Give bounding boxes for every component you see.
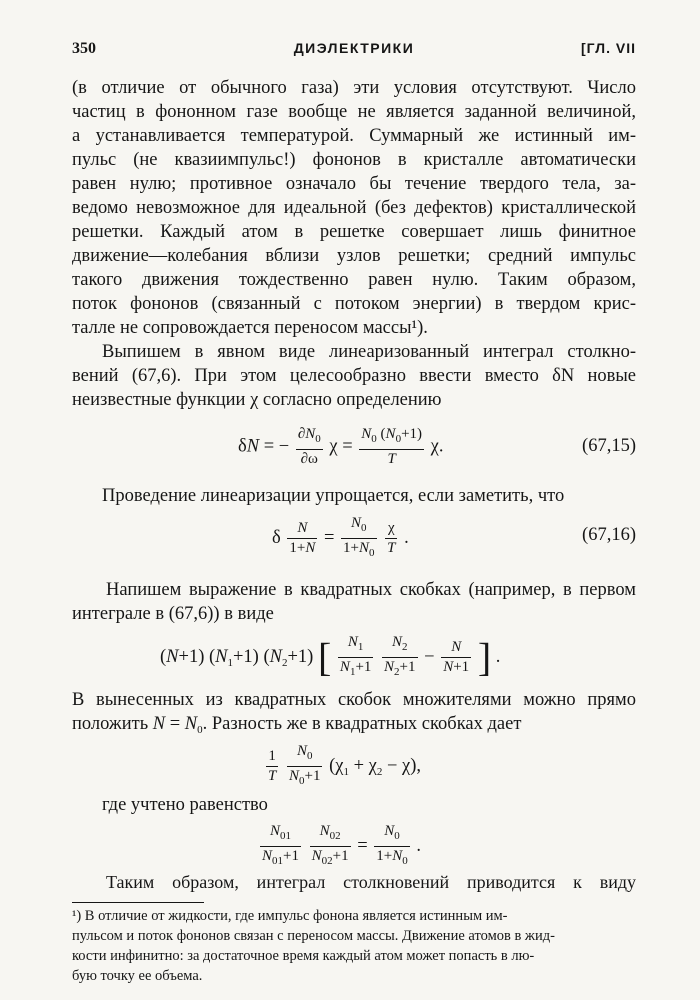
footnote-line: пульсом и поток фононов связан с переносом массы. Движение атомов в жид- [72, 928, 555, 944]
bracket-expression: (N+1) $(N_1+1)$ $(N_2+1)$ [ $\frac{N_1}{N_1+1}$ $\frac{N_2}{N_2+1}$ − $\frac{N}{N+1}$ ] . [160, 634, 501, 680]
text-line: где учтено равенство [102, 795, 268, 815]
chapter-label: [ГЛ. VII [581, 40, 636, 56]
equation-number: (67,16) [582, 525, 636, 545]
text-fragment: положить [72, 714, 149, 734]
text-line: неизвестные функции χ согласно определению [72, 390, 442, 410]
text-line: вений (67,6). При этом целесообразно ввести вместо δN новые [72, 366, 636, 386]
text-line: движение—колебания вблизи узлов решетки; средний импульс [72, 246, 636, 266]
text-line: решетки. Каждый атом в решетке совершает лишь финитное [72, 222, 636, 242]
text-line: Проведение линеаризации упрощается, если заметить, что [102, 486, 565, 506]
text-line: положить $N = N_0$. Разность же в квадратных скобках дает [72, 714, 522, 736]
equation-number: (67,15) [582, 436, 636, 456]
text-line: Таким образом, интеграл столкновений приводится к виду [106, 872, 636, 892]
page-header [72, 38, 636, 62]
text-line: Напишем выражение в квадратных скобках (например, в первом [106, 580, 636, 600]
running-title: ДИЭЛЕКТРИКИ [293, 40, 415, 56]
text-line: интеграле в (67,6)) в виде [72, 604, 274, 624]
text-line: пульс (не квазиимпульс!) фононов в кристалле автоматически [72, 150, 636, 170]
text-line: такого движения тождественно равен нулю. Таким образом, [72, 270, 636, 290]
difference-expression: $\frac{1}{T}$ $\frac{N_0}{N_0+1}$ $(\chi_1 + \chi_2 - \chi)$, [268, 743, 422, 787]
footnote-line: ¹) В отличие от жидкости, где импульс фонона является истинным им- [72, 908, 508, 924]
text-line: равен нулю; противное означало бы течение твердого тела, за- [72, 174, 636, 194]
text-line: а устанавливается температурой. Суммарный же истинный им- [72, 126, 636, 146]
text-line: (в отличие от обычного газа) эти условия отсутствуют. Число [72, 78, 636, 98]
text-line: талле не сопровождается переносом массы¹). [72, 318, 428, 338]
footnote-rule [72, 902, 204, 903]
text-line: В вынесенных из квадратных скобок множителями можно прямо [72, 690, 636, 710]
page-number: 350 [72, 40, 96, 57]
equality-expression: $\frac{N_{01}}{N_{01}+1}$ $\frac{N_{02}}{N_{02}+1}$ = $\frac{N_0}{1+N_0}$ . [262, 823, 422, 867]
text-line: Выпишем в явном виде линеаризованный интеграл столкно- [102, 342, 636, 362]
text-line: поток фононов (связанный с потоком энергии) в твердом крис- [72, 294, 636, 314]
equation-67-16: δ $\frac{N}{1+N}$ = $\frac{N_0}{1+N_0}$ $\frac{\chi}{T}$ . [272, 515, 409, 559]
equation-67-15: δN = − $\frac{\partial N_0}{\partial\omega}$ χ = $\frac{N_0 (N_0+1)}{T}$ χ. [238, 426, 444, 467]
text-fragment: . Разность же в квадратных скобках дает [202, 714, 522, 734]
text-line: ведомо невозможное для идеальной (без дефектов) кристаллической [72, 198, 636, 218]
text-line: частиц в фононном газе вообще не является заданной величиной, [72, 102, 636, 122]
footnote-line: кости инфинитно: за достаточное время каждый атом может попасть в лю- [72, 948, 535, 964]
footnote-line: бую точку ее объема. [72, 968, 203, 984]
